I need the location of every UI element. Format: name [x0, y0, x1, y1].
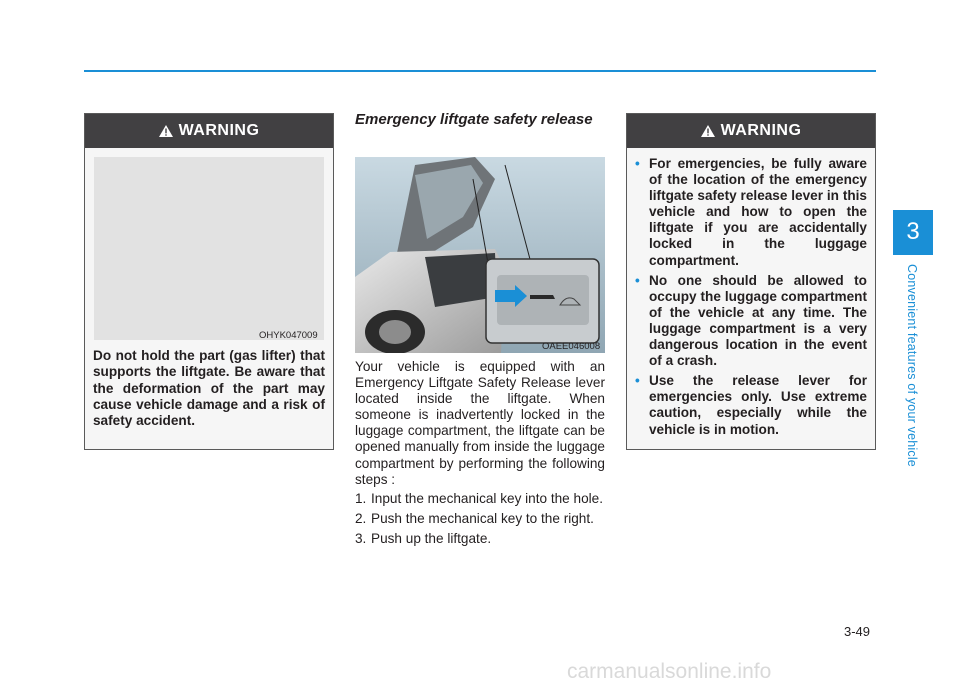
warning-bullets — [635, 156, 867, 442]
warning-triangle-icon — [701, 125, 715, 137]
steps-list — [355, 491, 605, 547]
watermark: carmanualsonline.info — [567, 660, 772, 683]
section-heading: Emergency liftgate safety release — [355, 111, 593, 128]
step-text: Push up the liftgate. — [371, 531, 492, 547]
list-item — [355, 491, 605, 507]
liftgate-release-photo — [355, 157, 605, 353]
warning-box-gas-lifter — [84, 113, 334, 450]
warning-triangle-icon — [159, 125, 173, 137]
list-item — [355, 511, 605, 527]
step-text: Push the mechanical key to the right. — [371, 511, 594, 527]
step-number: 3. — [355, 531, 367, 547]
list-item — [355, 531, 605, 547]
bullet-text: No one should be allowed to occupy the luggage compartment of the vehicle at any time. The luggage compartment is a very dangerous location in the event of a crash. — [649, 272, 867, 369]
list-item — [635, 273, 867, 370]
warning-header — [627, 114, 875, 148]
warning-title: WARNING — [178, 122, 260, 139]
page-number: 3-49 — [844, 624, 871, 639]
step-number: 1. — [355, 491, 367, 506]
bullet-text: Use the release lever for emergencies only. Use extreme caution, especially while the vehicle is in motion. — [649, 373, 867, 437]
bullet-icon: • — [635, 156, 640, 171]
list-item — [635, 373, 867, 437]
warning-box-emergency-release — [626, 113, 876, 450]
gas-lifter-photo — [94, 157, 324, 340]
warning-header — [85, 114, 333, 148]
header-rule — [84, 70, 876, 72]
step-text: Input the mechanical key into the hole. — [371, 491, 603, 506]
chapter-tab — [893, 210, 933, 255]
warning-text: Do not hold the part (gas lifter) that supports the liftgate. Be aware that the deformation of the part may cause vehicle damage and a risk of safety accident. — [93, 348, 325, 429]
bullet-icon: • — [635, 272, 640, 288]
list-item — [635, 156, 867, 269]
figure-code: OAEE046008 — [542, 341, 601, 352]
warning-title: WARNING — [720, 122, 802, 139]
body-paragraph: Your vehicle is equipped with an Emergency Liftgate Safety Release lever located inside the liftgate. When someone is inadvertently locked in the luggage compartment, the liftgate can be opened manually from inside the luggage compartment by performing the following steps : — [355, 359, 605, 487]
step-number: 2. — [355, 511, 367, 527]
chapter-title: Convenient features of your vehicle — [905, 264, 919, 467]
bullet-text: For emergencies, be fully aware of the location of the emergency liftgate safety release lever in this vehicle and how to open the liftgate if you are accidentally locked in the luggage compartment. — [649, 156, 867, 268]
figure-code: OHYK047009 — [259, 330, 318, 341]
chapter-number: 3 — [906, 218, 920, 245]
bullet-icon: • — [635, 373, 640, 389]
